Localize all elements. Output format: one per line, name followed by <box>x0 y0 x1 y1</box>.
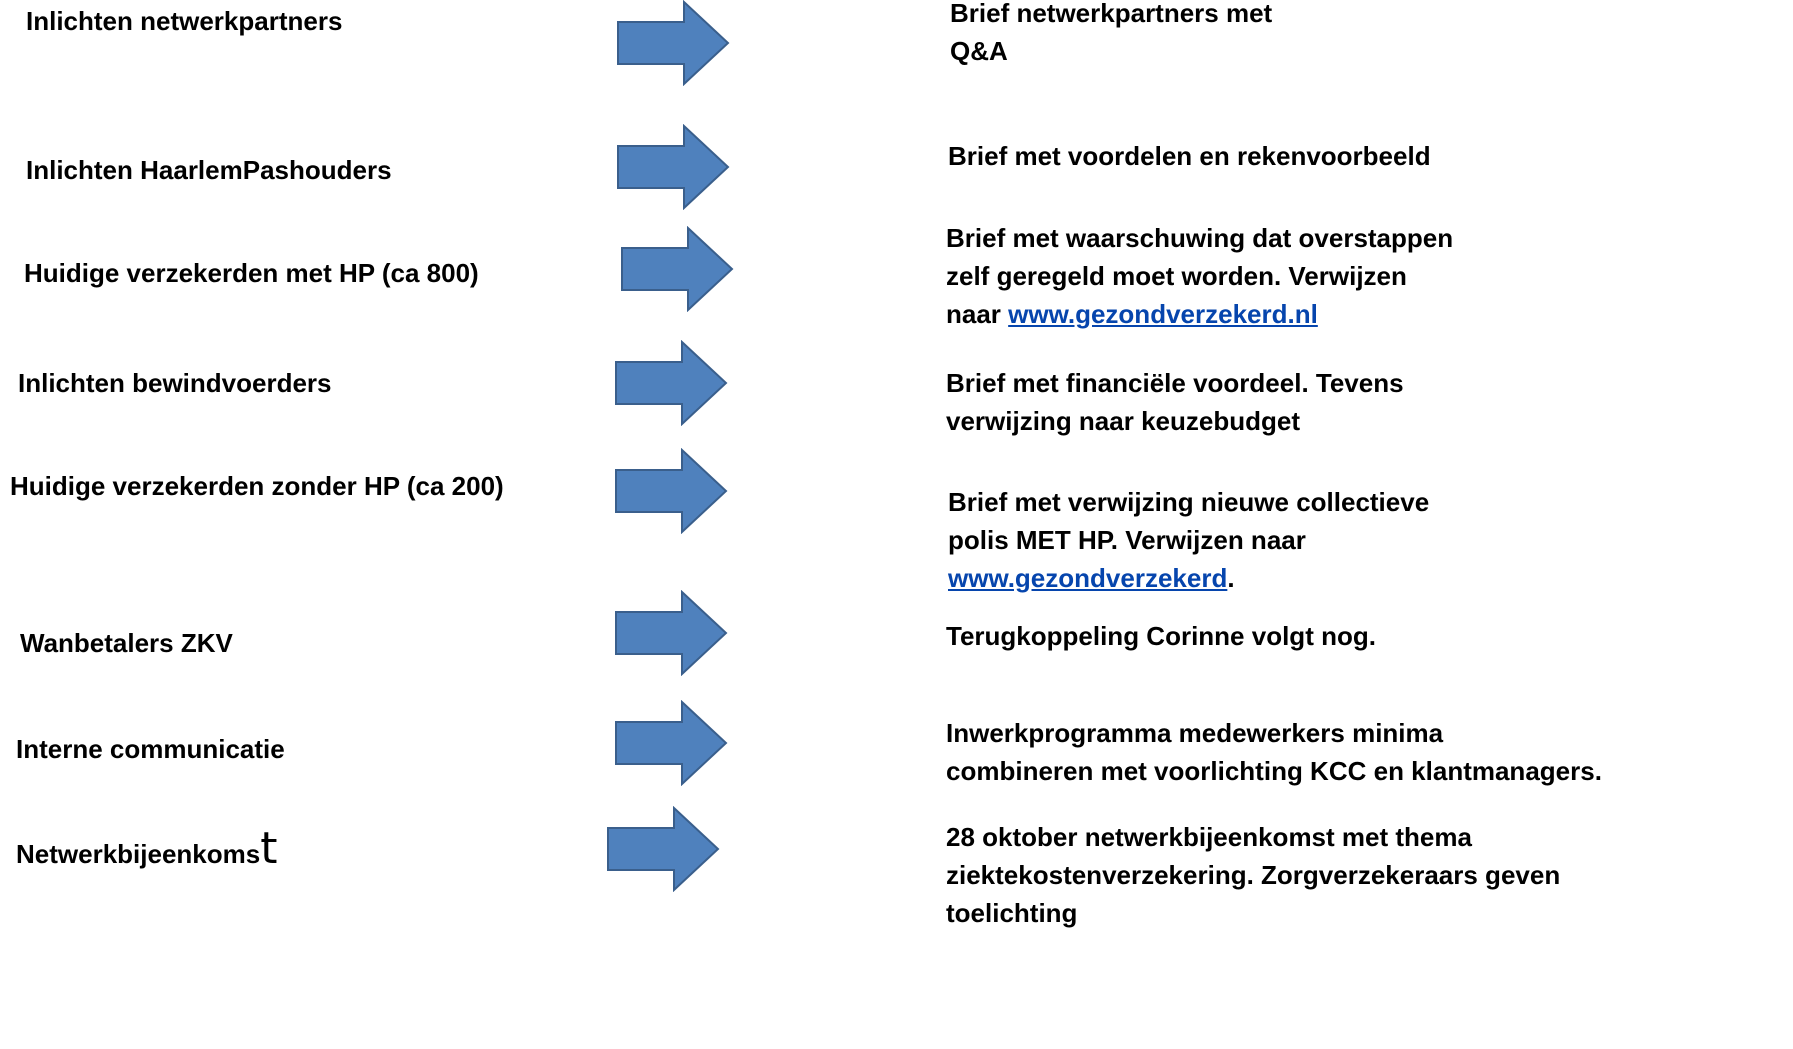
desc-haarlempashouders <box>948 137 1431 175</box>
desc-netwerkpartners <box>950 0 1272 70</box>
desc-line: Brief met voordelen en rekenvoorbeeld <box>948 141 1431 171</box>
desc-bewindvoerders <box>946 364 1404 440</box>
right-arrow-icon <box>606 806 722 892</box>
desc-line: combineren met voorlichting KCC en klantmanagers. <box>946 756 1602 786</box>
label-main-text: Netwerkbijeenkoms <box>16 839 261 869</box>
desc-line <box>948 559 1429 597</box>
desc-line: verwijzing naar keuzebudget <box>946 406 1300 436</box>
desc-line: Terugkoppeling Corinne volgt nog. <box>946 621 1376 651</box>
label-inlichten-haarlempashouders: Inlichten HaarlemPashouders <box>26 155 392 185</box>
desc-netwerkbijeenkomst <box>946 818 1560 932</box>
desc-line: Brief met waarschuwing dat overstappen <box>946 223 1454 253</box>
desc-line: ziektekostenverzekering. Zorgverzekeraars geven <box>946 860 1561 890</box>
desc-verzekerden-met-hp <box>946 219 1453 333</box>
desc-text: naar <box>946 299 1009 329</box>
label-tail-letter: t <box>260 823 278 874</box>
gezondverzekerd-nl-link[interactable]: www.gezondverzekerd.nl <box>1008 299 1318 329</box>
desc-line <box>946 295 1453 333</box>
right-arrow-icon <box>614 700 730 786</box>
desc-line: toelichting <box>946 898 1078 928</box>
desc-line: 28 oktober netwerkbijeenkomst met thema <box>946 822 1472 852</box>
label-netwerkbijeenkomst <box>16 823 278 874</box>
label-inlichten-netwerkpartners: Inlichten netwerkpartners <box>26 6 343 36</box>
right-arrow-icon <box>616 124 732 210</box>
desc-line: Brief netwerkpartners met <box>950 0 1273 28</box>
desc-interne-communicatie <box>946 714 1602 790</box>
label-huidige-verzekerden-met-hp: Huidige verzekerden met HP (ca 800) <box>24 258 479 288</box>
desc-wanbetalers <box>946 617 1376 655</box>
desc-text: . <box>1227 563 1235 593</box>
desc-line: Brief met financiële voordeel. Tevens <box>946 368 1404 398</box>
desc-line: zelf geregeld moet worden. Verwijzen <box>946 261 1407 291</box>
gezondverzekerd-link[interactable]: www.gezondverzekerd <box>948 563 1228 593</box>
label-huidige-verzekerden-zonder-hp: Huidige verzekerden zonder HP (ca 200) <box>10 471 504 501</box>
desc-line: Q&A <box>950 36 1008 66</box>
right-arrow-icon <box>614 340 730 426</box>
label-wanbetalers-zkv: Wanbetalers ZKV <box>20 628 233 658</box>
right-arrow-icon <box>614 590 730 676</box>
desc-line: Brief met verwijzing nieuwe collectieve <box>948 487 1430 517</box>
right-arrow-icon <box>616 0 732 86</box>
right-arrow-icon <box>614 448 730 534</box>
desc-line: polis MET HP. Verwijzen naar <box>948 525 1306 555</box>
label-interne-communicatie: Interne communicatie <box>16 734 285 764</box>
desc-line: Inwerkprogramma medewerkers minima <box>946 718 1444 748</box>
label-inlichten-bewindvoerders: Inlichten bewindvoerders <box>18 368 332 398</box>
desc-verzekerden-zonder-hp <box>948 483 1429 597</box>
right-arrow-icon <box>620 226 736 312</box>
